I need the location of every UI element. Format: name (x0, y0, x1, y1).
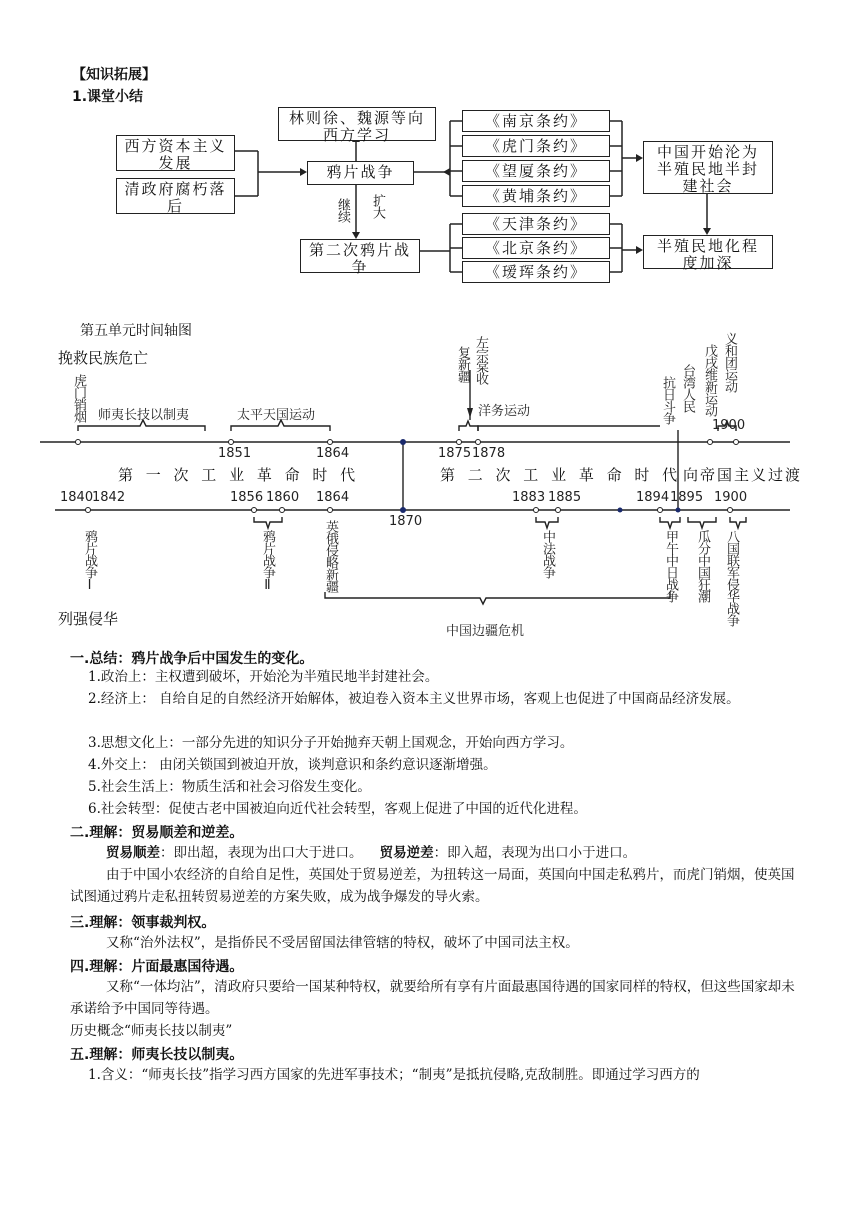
label-expand: 扩大 (370, 194, 385, 218)
event-border-crisis: 中国边疆危机 (446, 624, 525, 639)
s1-item-2: 2.经济上： 自给自足的自然经济开始解体，被迫卷入资本主义世界市场，客观上也促进了中国商品经济发展。 (88, 691, 740, 707)
year-1851: 1851 (218, 446, 252, 461)
s5-item-1: 1.含义：“师夷长技”指学习西方国家的先进军事技术；“制夷”是抵抗侵略,克敌制胜。即通过学习西方的 (88, 1067, 700, 1083)
box-treaty-tianjin: 《天津条约》 (462, 213, 610, 235)
event-humen: 虎门销烟 (71, 374, 86, 422)
event-opium-war-1: 鸦片战争Ⅰ (82, 530, 97, 592)
era-imperialism: 向帝国主义过渡 (683, 466, 803, 484)
section-5-title: 五.理解：师夷长技以制夷。 (70, 1047, 244, 1063)
event-baguo-1: 八国联军侵华战争 (724, 530, 739, 626)
box-second-opium-war: 第二次鸦片战争 (300, 239, 420, 273)
box-treaty-wangxia: 《望厦条约》 (462, 160, 610, 182)
timeline-top-label: 挽救民族危亡 (58, 349, 149, 367)
event-fuxin: 复新疆 (455, 346, 470, 382)
year-1864-bottom: 1864 (316, 490, 350, 505)
event-yangwu: 洋务运动 (478, 404, 531, 419)
box-learn-west: 林则徐、魏源等向西方学习 (278, 107, 436, 141)
year-1856: 1856 (230, 490, 264, 505)
s1-item-1: 1.政治上：主权遭到破坏，开始沦为半殖民地半封建社会。 (88, 669, 439, 685)
year-1842: 1842 (92, 490, 126, 505)
year-1864-top: 1864 (316, 446, 350, 461)
label-continue: 继续 (335, 198, 350, 222)
event-jiawu: 甲午中日战争 (663, 530, 678, 602)
event-guafen: 瓜分中国狂潮 (695, 530, 710, 602)
s2-deficit-text: ：即入超，表现为出口小于进口。 (433, 845, 637, 861)
year-1878: 1878 (472, 446, 506, 461)
event-yihetuan: 义和团运动 (722, 332, 737, 392)
section-3-title: 三.理解：领事裁判权。 (70, 915, 216, 931)
event-sino-french: 中法战争 (540, 530, 555, 578)
event-zuo: 左宗棠收 (473, 336, 488, 384)
box-qing-decay: 清政府腐朽落后 (116, 178, 235, 214)
year-1900-bottom: 1900 (714, 490, 748, 505)
box-opium-war: 鸦片战争 (307, 161, 414, 185)
year-1895: 1895 (670, 490, 704, 505)
event-taiping: 太平天国运动 (237, 408, 316, 423)
era-second-industrial: 第 二 次 工 业 革 命 时 代 (440, 466, 682, 484)
event-xinjiang: 英俄侵略新疆 (323, 520, 338, 592)
s2-surplus-label: 贸易顺差 (106, 845, 160, 861)
s2-surplus-text: ：即出超，表现为出口大于进口。 (160, 845, 363, 861)
s4-paragraph: 又称“一体均沾”，清政府只要给一国某种特权，就要给所有享有片面最惠国待遇的国家同样的特权，但这些国家却未承诺给予中国同等待遇。 (70, 979, 795, 1017)
event-kangri: 抗日斗争 (660, 376, 675, 424)
box-treaty-aihui: 《瑷珲条约》 (462, 261, 610, 283)
s1-item-5: 5.社会生活上：物质生活和社会习俗发生变化。 (88, 779, 371, 795)
year-1900-top: 1900 (712, 418, 746, 433)
year-1875: 1875 (438, 446, 472, 461)
history-concept: 历史概念“师夷长技以制夷” (70, 1023, 233, 1039)
s1-item-4: 4.外交上： 由闭关锁国到被迫开放，谈判意识和条约意识逐渐增强。 (88, 757, 497, 773)
event-wuxu: 戊戌维新运动 (702, 344, 717, 416)
box-treaty-beijing: 《北京条约》 (462, 237, 610, 259)
section-1-title: 一.总结：鸦片战争后中国发生的变化。 (70, 651, 314, 667)
year-1883: 1883 (512, 490, 546, 505)
year-1840: 1840 (60, 490, 94, 505)
event-shiyi: 师夷长技以制夷 (98, 408, 190, 423)
box-result-2: 半殖民地化程度加深 (643, 235, 773, 269)
timeline-title: 第五单元时间轴图 (80, 323, 192, 339)
year-1870: 1870 (389, 514, 423, 529)
year-1860: 1860 (266, 490, 300, 505)
s1-item-6: 6.社会转型：促使古老中国被迫向近代社会转型，客观上促进了中国的近代化进程。 (88, 801, 587, 817)
box-west-capital: 西方资本主义发展 (116, 135, 235, 171)
box-treaty-huangpu: 《黄埔条约》 (462, 185, 610, 207)
s2-paragraph: 由于中国小农经济的自给自足性，英国处于贸易逆差，为扭转这一局面，英国向中国走私鸦片，而虎门销烟，使英国试图通过鸦片走私扭转贸易逆差的方案失败，成为战争爆发的导火索。 (70, 867, 795, 905)
s2-deficit-label: 贸易逆差 (379, 845, 434, 861)
year-1885: 1885 (548, 490, 582, 505)
subtitle: 1.课堂小结 (72, 89, 144, 105)
s2-trade-line (70, 842, 795, 864)
era-first-industrial: 第 一 次 工 业 革 命 时 代 (118, 466, 360, 484)
year-1894: 1894 (636, 490, 670, 505)
event-taiwan: 台湾人民 (680, 364, 695, 412)
box-treaty-humen: 《虎门条约》 (462, 135, 610, 157)
section-heading: 【知识拓展】 (72, 67, 156, 83)
event-opium-war-2: 鸦片战争Ⅱ (260, 530, 275, 592)
timeline-bottom-label: 列强侵华 (58, 610, 119, 628)
section-2-title: 二.理解：贸易顺差和逆差。 (70, 825, 244, 841)
s1-item-3: 3.思想文化上：一部分先进的知识分子开始抛弃天朝上国观念，开始向西方学习。 (88, 735, 574, 751)
section-4-title: 四.理解：片面最惠国待遇。 (70, 959, 244, 975)
box-treaty-nanjing: 《南京条约》 (462, 110, 610, 132)
box-result-1: 中国开始沦为半殖民地半封建社会 (643, 141, 773, 194)
s3-paragraph: 又称“治外法权”，是指侨民不受居留国法律管辖的特权，破坏了中国司法主权。 (106, 935, 579, 951)
